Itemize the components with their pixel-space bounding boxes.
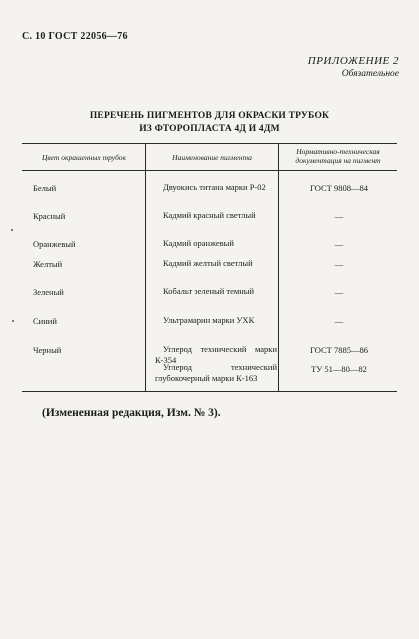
table-row-pigment: Кадмий желтый светлый	[163, 258, 253, 268]
appendix-subtitle: Обязательное	[341, 69, 399, 79]
table-row-doc: ГОСТ 9808—84	[310, 183, 368, 193]
table-row-doc: —	[334, 239, 344, 249]
table-row-color: Зеленый	[33, 287, 64, 297]
table-bottom-rule	[22, 391, 397, 392]
table-row-pigment: Двуокись титана марки Р-02	[163, 182, 266, 192]
table-header-rule	[22, 170, 397, 171]
table-row-color: Оранжевый	[33, 239, 76, 249]
table-header-color: Цвет окрашенных трубок	[42, 153, 126, 162]
table-row-color: Красный	[33, 211, 66, 221]
table-row-doc: —	[334, 287, 344, 297]
table-column-divider-1	[145, 143, 146, 391]
table-row-color: Черный	[33, 345, 62, 355]
table-column-divider-2	[278, 143, 279, 391]
table-row-pigment: Углерод технический марки К-354	[155, 344, 277, 365]
table-row-pigment: Ультрамарин марки УХК	[163, 315, 255, 325]
table-row-doc: —	[334, 259, 344, 269]
table-row-color: Белый	[33, 183, 57, 193]
appendix-title: ПРИЛОЖЕНИЕ 2	[307, 55, 399, 67]
table-row-pigment: Углерод технический глубокочерный марки К-163	[155, 362, 277, 383]
table-row-color: Синий	[33, 316, 57, 326]
table-row-pigment: Кадмий оранжевый	[163, 238, 234, 248]
table-row-color: Желтый	[33, 259, 63, 269]
table-row-doc: —	[334, 316, 344, 326]
table-row-pigment: Кобальт зеленый темный	[163, 286, 255, 296]
table-row-doc: —	[334, 211, 344, 221]
table-header-doc-line1: Нормативно-техническая	[296, 147, 380, 156]
table-row-doc: ГОСТ 7885—86	[310, 345, 368, 355]
table-header-doc-line2: документация на пигмент	[295, 156, 381, 165]
table-header-pigment: Наименование пигмента	[172, 153, 252, 162]
scan-speck	[12, 320, 14, 322]
scan-speck	[11, 229, 13, 231]
table-row-doc: ТУ 51—80—82	[311, 364, 367, 374]
document-title-line2: ИЗ ФТОРОПЛАСТА 4Д И 4ДМ	[139, 124, 280, 134]
document-title-line1: ПЕРЕЧЕНЬ ПИГМЕНТОВ ДЛЯ ОКРАСКИ ТРУБОК	[89, 111, 330, 121]
table-top-rule	[22, 143, 397, 144]
page-header: С. 10 ГОСТ 22056—76	[22, 31, 128, 42]
footnote: (Измененная редакция, Изм. № 3).	[42, 407, 221, 419]
table-row-pigment: Кадмий красный светлый	[163, 210, 256, 220]
